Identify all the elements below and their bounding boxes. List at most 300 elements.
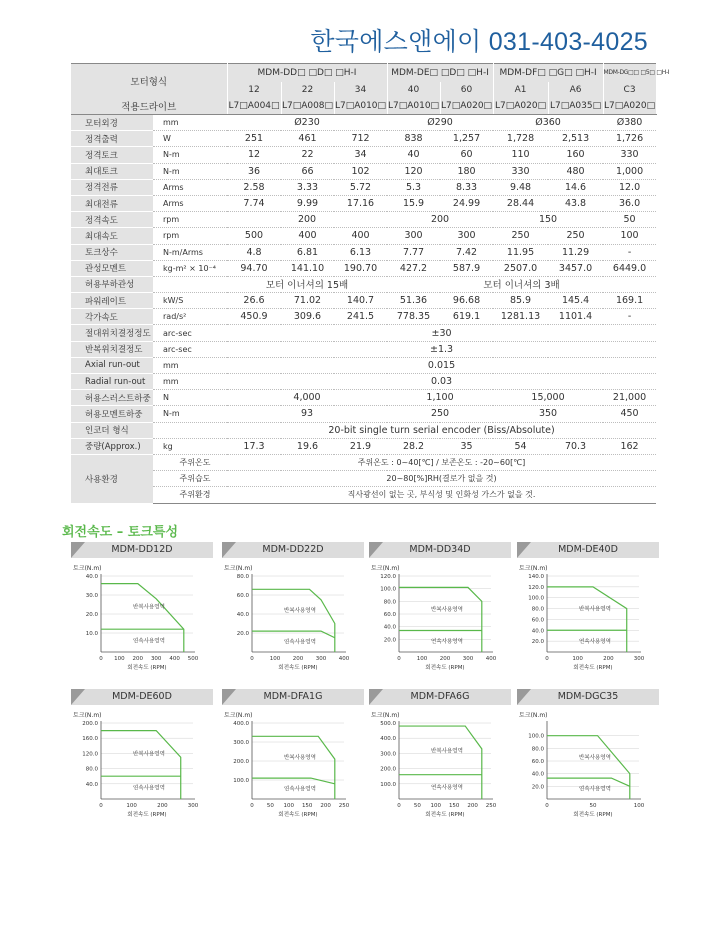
spec-value: 712 xyxy=(334,131,387,147)
x-axis-label: 회전속도 (RPM) xyxy=(425,665,465,671)
y-tick-label: 60.0 xyxy=(236,593,249,599)
x-axis-label: 회전속도 (RPM) xyxy=(573,812,613,818)
spec-row-unit xyxy=(153,276,227,292)
spec-value: Ø380 xyxy=(603,115,656,131)
y-tick-label: 400.0 xyxy=(380,736,396,743)
continuous-region-label: 연속사용영역 xyxy=(284,639,316,646)
spec-value: 6.81 xyxy=(281,244,334,260)
variant-header: 40 xyxy=(387,82,440,98)
y-axis-label: 토크(N.m) xyxy=(224,712,253,719)
spec-row-unit: arc-sec xyxy=(153,325,227,341)
torque-chart-svg xyxy=(517,707,657,825)
y-axis-label: 토크(N.m) xyxy=(73,712,102,719)
model-group-header: MDM-DF□ □G□ □H-I xyxy=(493,64,603,82)
spec-row-label: 정격속도 xyxy=(71,212,153,228)
spec-value: 2,513 xyxy=(548,131,603,147)
spec-value: 7.74 xyxy=(227,195,281,211)
torque-chart-svg xyxy=(222,560,362,678)
environment-item-name: 주위온도 xyxy=(153,454,227,470)
torque-chart-svg xyxy=(369,707,509,825)
x-tick-label: 0 xyxy=(250,803,254,809)
spec-value: 21.9 xyxy=(334,438,387,454)
spec-value: 36.0 xyxy=(603,195,656,211)
spec-value: 3.33 xyxy=(281,179,334,195)
torque-chart-svg xyxy=(369,560,509,678)
torque-chart-svg xyxy=(71,560,211,678)
spec-value: 120 xyxy=(387,163,440,179)
x-tick-label: 100 xyxy=(633,803,645,809)
y-tick-label: 40.0 xyxy=(85,781,98,788)
y-tick-label: 300.0 xyxy=(233,740,249,746)
spec-value: 427.2 xyxy=(387,260,440,276)
spec-value: 1,728 xyxy=(493,131,548,147)
spec-row-label: 허용스러스트하중 xyxy=(71,390,153,406)
spec-value: 0.015 xyxy=(227,357,656,373)
spec-value: 9.99 xyxy=(281,195,334,211)
y-tick-label: 100.0 xyxy=(528,733,544,740)
spec-value: 350 xyxy=(493,406,603,422)
chart-title: MDM-DGC35 xyxy=(517,689,659,705)
spec-row xyxy=(71,438,656,454)
torque-chart-svg xyxy=(222,707,362,825)
environment-label: 사용환경 xyxy=(71,454,153,503)
spec-row xyxy=(71,422,656,438)
continuous-region-label: 연속사용영역 xyxy=(431,784,463,791)
spec-row-label: 파워레이트 xyxy=(71,293,153,309)
x-tick-label: 200 xyxy=(467,803,478,809)
spec-value: 85.9 xyxy=(493,293,548,309)
x-axis-label: 회전속도 (RPM) xyxy=(127,665,167,671)
spec-value: 1,726 xyxy=(603,131,656,147)
x-axis-label: 회전속도 (RPM) xyxy=(278,665,318,671)
spec-value: 778.35 xyxy=(387,309,440,325)
spec-row-unit: mm xyxy=(153,115,227,131)
spec-value: 140.7 xyxy=(334,293,387,309)
spec-row-label: 허용모멘트하중 xyxy=(71,406,153,422)
spec-value: 2507.0 xyxy=(493,260,548,276)
spec-row-unit: rpm xyxy=(153,212,227,228)
x-tick-label: 100 xyxy=(430,803,442,809)
spec-value: 300 xyxy=(387,228,440,244)
spec-value: 190.70 xyxy=(334,260,387,276)
y-tick-label: 500.0 xyxy=(380,721,396,727)
spec-value: 250 xyxy=(548,228,603,244)
y-tick-label: 20.0 xyxy=(531,784,544,791)
spec-row xyxy=(71,212,656,228)
spec-value: 11.95 xyxy=(493,244,548,260)
spec-value: 9.48 xyxy=(493,179,548,195)
x-tick-label: 100 xyxy=(572,656,583,662)
y-axis-label: 토크(N.m) xyxy=(519,565,548,572)
header-row-drives xyxy=(71,98,656,115)
torque-chart-svg xyxy=(71,707,211,825)
spec-value: 150 xyxy=(493,212,603,228)
x-tick-label: 0 xyxy=(545,656,549,662)
x-tick-label: 100 xyxy=(114,656,125,662)
spec-value: 0.03 xyxy=(227,374,656,390)
spec-value: Ø230 xyxy=(227,115,387,131)
spec-value: 1,257 xyxy=(440,131,493,147)
drive-cell: L7□A004□ xyxy=(227,98,281,115)
spec-value: 5.72 xyxy=(334,179,387,195)
spec-value: 20-bit single turn serial encoder (Biss/Absolute) xyxy=(227,422,656,438)
header-row-models xyxy=(71,64,656,82)
environment-item-value: 직사광선이 없는 곳, 부식성 및 인화성 가스가 없을 것. xyxy=(227,487,656,503)
torque-chart-card xyxy=(222,689,364,824)
y-tick-label: 60.0 xyxy=(531,759,544,765)
spec-value: 7.77 xyxy=(387,244,440,260)
spec-row xyxy=(71,374,656,390)
spec-value: 모터 이너셔의 15배 xyxy=(227,276,387,292)
spec-value: 2.58 xyxy=(227,179,281,195)
x-tick-label: 0 xyxy=(397,803,401,809)
spec-value: 1281.13 xyxy=(493,309,548,325)
spec-row-unit: kW/S xyxy=(153,293,227,309)
y-tick-label: 200.0 xyxy=(82,721,98,727)
torque-chart-card xyxy=(517,542,659,677)
y-tick-label: 40.0 xyxy=(531,771,544,778)
spec-row-label: 관성모멘트 xyxy=(71,260,153,276)
spec-value: 110 xyxy=(493,147,548,163)
drive-cell: L7□A008□ xyxy=(281,98,334,115)
spec-row-unit: N xyxy=(153,390,227,406)
spec-value: 36 xyxy=(227,163,281,179)
x-tick-label: 100 xyxy=(126,803,137,809)
x-tick-label: 250 xyxy=(485,803,497,809)
spec-value: 450 xyxy=(603,406,656,422)
continuous-region-line xyxy=(252,631,335,638)
spec-row-label: 정격출력 xyxy=(71,131,153,147)
spec-value: 100 xyxy=(603,228,656,244)
spec-value: 93 xyxy=(227,406,387,422)
spec-row-unit: N-m xyxy=(153,406,227,422)
y-axis-label: 토크(N.m) xyxy=(73,565,102,572)
spec-value: 102 xyxy=(334,163,387,179)
x-tick-label: 50 xyxy=(266,803,274,809)
y-tick-label: 160.0 xyxy=(82,736,98,743)
spec-value: 51.36 xyxy=(387,293,440,309)
drive-cell: L7□A020□ xyxy=(603,98,656,115)
drive-cell: L7□A035□ xyxy=(548,98,603,115)
model-group-header: MDM-DE□ □D□ □H-I xyxy=(387,64,493,82)
y-tick-label: 400.0 xyxy=(233,721,249,727)
spec-value: 180 xyxy=(440,163,493,179)
y-axis-label: 토크(N.m) xyxy=(371,565,400,572)
y-tick-label: 200.0 xyxy=(380,766,396,773)
environment-row xyxy=(71,454,656,470)
spec-value: 169.1 xyxy=(603,293,656,309)
spec-value: Ø360 xyxy=(493,115,603,131)
chart-title: MDM-DD12D xyxy=(71,542,213,558)
spec-value: 22 xyxy=(281,147,334,163)
spec-row xyxy=(71,357,656,373)
spec-row xyxy=(71,163,656,179)
continuous-region-label: 연속사용영역 xyxy=(579,639,611,646)
model-group-header: MDM-DG□□ □5□ □H-I xyxy=(603,64,656,82)
x-tick-label: 400 xyxy=(338,656,350,662)
drive-cell: L7□A010□ xyxy=(387,98,440,115)
continuous-region-line xyxy=(547,778,630,786)
spec-row-label: 정격전류 xyxy=(71,179,153,195)
x-tick-label: 200 xyxy=(132,656,144,662)
spec-row-label: Radial run-out xyxy=(71,374,153,390)
spec-value: 200 xyxy=(227,212,387,228)
spec-row-unit: mm xyxy=(153,357,227,373)
spec-row xyxy=(71,147,656,163)
spec-value: 1,000 xyxy=(603,163,656,179)
x-tick-label: 200 xyxy=(292,656,304,662)
spec-value: 66 xyxy=(281,163,334,179)
spec-row-unit: Arms xyxy=(153,195,227,211)
x-tick-label: 300 xyxy=(315,656,327,662)
y-tick-label: 120.0 xyxy=(380,574,396,580)
peak-region-label: 반복사용영역 xyxy=(133,604,165,611)
variant-header: 34 xyxy=(334,82,387,98)
spec-row xyxy=(71,293,656,309)
variant-header: 22 xyxy=(281,82,334,98)
spec-value: 400 xyxy=(281,228,334,244)
y-tick-label: 20.0 xyxy=(236,631,249,637)
spec-value: - xyxy=(603,309,656,325)
spec-value: ±1.3 xyxy=(227,341,656,357)
environment-item-value: 20~80[%]RH(결로가 없을 것) xyxy=(227,471,656,487)
x-tick-label: 300 xyxy=(187,803,199,809)
spec-value: 461 xyxy=(281,131,334,147)
spec-row-label: 중량(Approx.) xyxy=(71,438,153,454)
spec-value: 200 xyxy=(387,212,493,228)
spec-value: 24.99 xyxy=(440,195,493,211)
x-tick-label: 100 xyxy=(283,803,295,809)
x-tick-label: 400 xyxy=(169,656,180,662)
spec-value: 619.1 xyxy=(440,309,493,325)
chart-title: MDM-DE60D xyxy=(71,689,213,705)
torque-chart-card xyxy=(517,689,659,824)
spec-row-label: 반복위치결정도 xyxy=(71,341,153,357)
x-axis-label: 회전속도 (RPM) xyxy=(425,812,465,818)
spec-row-unit: kg-m² × 10⁻⁴ xyxy=(153,260,227,276)
spec-value: 4.8 xyxy=(227,244,281,260)
variant-header: 60 xyxy=(440,82,493,98)
spec-value: 35 xyxy=(440,438,493,454)
spec-value: 11.29 xyxy=(548,244,603,260)
spec-row xyxy=(71,244,656,260)
chart-title: MDM-DE40D xyxy=(517,542,659,558)
x-tick-label: 0 xyxy=(99,656,103,662)
y-tick-label: 80.0 xyxy=(383,599,396,606)
spec-row-label: 최대전류 xyxy=(71,195,153,211)
spec-value: 309.6 xyxy=(281,309,334,325)
environment-item-name: 주위환경 xyxy=(153,487,227,503)
spec-value: 21,000 xyxy=(603,390,656,406)
spec-value: 241.5 xyxy=(334,309,387,325)
spec-value: 1101.4 xyxy=(548,309,603,325)
continuous-region-label: 연속사용영역 xyxy=(133,785,165,792)
spec-value: 12 xyxy=(227,147,281,163)
spec-value: 14.6 xyxy=(548,179,603,195)
drive-cell: L7□A010□ xyxy=(334,98,387,115)
spec-value: 12.0 xyxy=(603,179,656,195)
peak-region-label: 반복사용영역 xyxy=(579,754,611,761)
spec-row xyxy=(71,406,656,422)
x-tick-label: 200 xyxy=(439,656,451,662)
y-tick-label: 300.0 xyxy=(380,751,396,758)
y-tick-label: 80.0 xyxy=(531,606,544,613)
y-tick-label: 100.0 xyxy=(528,595,544,602)
spec-value: 251 xyxy=(227,131,281,147)
continuous-region-label: 연속사용영역 xyxy=(133,638,165,645)
environment-row xyxy=(71,471,656,487)
y-tick-label: 20.0 xyxy=(531,639,544,646)
spec-row-unit: N-m xyxy=(153,163,227,179)
spec-value: 28.2 xyxy=(387,438,440,454)
drive-label: 적용드라이브 xyxy=(71,98,227,115)
y-tick-label: 40.0 xyxy=(85,574,98,580)
spec-value: 250 xyxy=(387,406,493,422)
spec-value: 15,000 xyxy=(493,390,603,406)
spec-row xyxy=(71,195,656,211)
spec-value: 5.3 xyxy=(387,179,440,195)
chart-title: MDM-DD34D xyxy=(369,542,511,558)
spec-row-label: 최대토크 xyxy=(71,163,153,179)
charts-section-title: 회전속도 – 토크특성 xyxy=(62,525,179,540)
y-tick-label: 100.0 xyxy=(380,586,396,593)
spec-value: 17.3 xyxy=(227,438,281,454)
spec-value: 71.02 xyxy=(281,293,334,309)
spec-value: - xyxy=(603,244,656,260)
environment-item-value: 주위온도 : 0~40[℃] / 보존온도 : -20~60[℃] xyxy=(227,454,656,470)
spec-value: 15.9 xyxy=(387,195,440,211)
y-tick-label: 20.0 xyxy=(383,637,396,644)
x-axis-label: 회전속도 (RPM) xyxy=(573,665,613,671)
y-axis-label: 토크(N.m) xyxy=(371,712,400,719)
x-tick-label: 500 xyxy=(187,656,199,662)
spec-row-unit: N-m/Arms xyxy=(153,244,227,260)
x-tick-label: 300 xyxy=(462,656,474,662)
torque-chart-card xyxy=(71,542,213,677)
variant-header: 12 xyxy=(227,82,281,98)
x-tick-label: 0 xyxy=(545,803,549,809)
spec-row-label: Axial run-out xyxy=(71,357,153,373)
y-tick-label: 10.0 xyxy=(85,631,98,637)
spec-row xyxy=(71,276,656,292)
chart-title: MDM-DFA6G xyxy=(369,689,511,705)
spec-value: 40 xyxy=(387,147,440,163)
y-tick-label: 80.0 xyxy=(531,746,544,753)
variant-header: C3 xyxy=(603,82,656,98)
y-axis-label: 토크(N.m) xyxy=(224,565,253,572)
spec-row xyxy=(71,341,656,357)
spec-value: 94.70 xyxy=(227,260,281,276)
continuous-region-label: 연속사용영역 xyxy=(284,786,316,793)
y-tick-label: 100.0 xyxy=(233,778,249,784)
x-tick-label: 50 xyxy=(589,803,597,809)
spec-row xyxy=(71,228,656,244)
spec-value: 43.8 xyxy=(548,195,603,211)
spec-value: 8.33 xyxy=(440,179,493,195)
y-tick-label: 40.0 xyxy=(531,628,544,635)
spec-value: 1,100 xyxy=(387,390,493,406)
spec-row-unit: rad/s² xyxy=(153,309,227,325)
spec-value: 모터 이너셔의 3배 xyxy=(387,276,656,292)
y-tick-label: 120.0 xyxy=(528,584,544,591)
spec-value: 450.9 xyxy=(227,309,281,325)
spec-table-container xyxy=(71,63,670,504)
peak-region-label: 반복사용영역 xyxy=(133,751,165,758)
spec-row-label: 정격토크 xyxy=(71,147,153,163)
spec-row-unit: rpm xyxy=(153,228,227,244)
continuous-region-line xyxy=(252,778,335,784)
spec-value: 6449.0 xyxy=(603,260,656,276)
spec-value: 26.6 xyxy=(227,293,281,309)
peak-region-label: 반복사용영역 xyxy=(431,748,463,755)
y-tick-label: 30.0 xyxy=(85,593,98,599)
environment-item-name: 주위습도 xyxy=(153,471,227,487)
torque-chart-card xyxy=(71,689,213,824)
spec-row-unit: Arms xyxy=(153,179,227,195)
y-tick-label: 100.0 xyxy=(380,781,396,788)
x-tick-label: 300 xyxy=(150,656,162,662)
spec-row xyxy=(71,131,656,147)
spec-row xyxy=(71,309,656,325)
chart-title: MDM-DFA1G xyxy=(222,689,364,705)
x-tick-label: 200 xyxy=(157,803,168,809)
y-tick-label: 80.0 xyxy=(236,574,249,580)
y-axis-label: 토크(N.m) xyxy=(519,712,548,719)
spec-value: 480 xyxy=(548,163,603,179)
spec-value: 587.9 xyxy=(440,260,493,276)
y-tick-label: 200.0 xyxy=(233,759,249,765)
spec-row-label: 인코더 형식 xyxy=(71,422,153,438)
spec-value: 70.3 xyxy=(548,438,603,454)
spec-value: 50 xyxy=(603,212,656,228)
x-tick-label: 100 xyxy=(269,656,281,662)
spec-value: 19.6 xyxy=(281,438,334,454)
spec-row-unit: mm xyxy=(153,374,227,390)
x-tick-label: 0 xyxy=(99,803,103,809)
y-tick-label: 80.0 xyxy=(85,766,98,773)
spec-row-unit: N-m xyxy=(153,147,227,163)
spec-value: 4,000 xyxy=(227,390,387,406)
environment-row xyxy=(71,487,656,503)
y-tick-label: 140.0 xyxy=(528,574,544,580)
spec-value: 162 xyxy=(603,438,656,454)
spec-row-unit xyxy=(153,422,227,438)
spec-value: 300 xyxy=(440,228,493,244)
spec-value: 500 xyxy=(227,228,281,244)
variant-header: A1 xyxy=(493,82,548,98)
spec-table xyxy=(71,63,670,504)
spec-row xyxy=(71,179,656,195)
x-tick-label: 150 xyxy=(448,803,460,809)
x-tick-label: 50 xyxy=(413,803,421,809)
spec-value: ±30 xyxy=(227,325,656,341)
x-tick-label: 200 xyxy=(603,656,614,662)
spec-row-label: 최대속도 xyxy=(71,228,153,244)
y-tick-label: 60.0 xyxy=(383,612,396,618)
peak-region-label: 반복사용영역 xyxy=(579,606,611,613)
x-axis-label: 회전속도 (RPM) xyxy=(127,812,167,818)
spec-value: 145.4 xyxy=(548,293,603,309)
spec-value: 330 xyxy=(493,163,548,179)
spec-value: 141.10 xyxy=(281,260,334,276)
spec-row-label: 허용부하관성 xyxy=(71,276,153,292)
spec-row-label: 각가속도 xyxy=(71,309,153,325)
spec-row-label: 절대위치결정정도 xyxy=(71,325,153,341)
x-tick-label: 0 xyxy=(250,656,254,662)
motor-type-label: 모터형식 xyxy=(71,64,227,98)
x-tick-label: 300 xyxy=(633,656,645,662)
x-tick-label: 200 xyxy=(320,803,331,809)
